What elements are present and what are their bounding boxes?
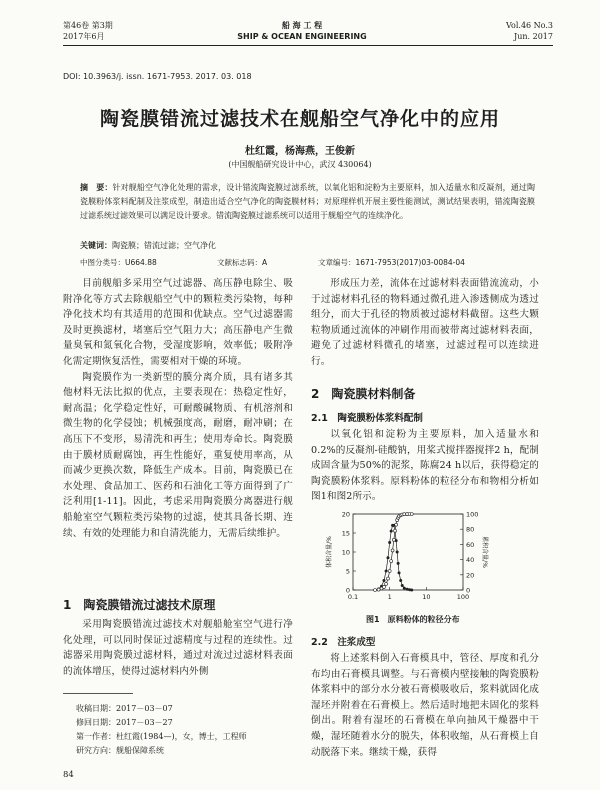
y-right-tick-label: 20 <box>466 571 475 580</box>
y-left-axis-label: 体积含量/% <box>326 536 333 568</box>
series-volume-point <box>386 556 389 559</box>
research-field: 研究方向：舰船保障系统 <box>76 746 164 755</box>
plot-frame <box>353 514 463 590</box>
y-left-tick-label: 10 <box>341 548 350 557</box>
series-cumulative-point <box>392 538 395 541</box>
series-cumulative-point <box>391 549 394 552</box>
header-left <box>63 20 113 42</box>
publish-date: 2017年6月 <box>63 32 105 41</box>
y-right-axis-label: 累积含量/% <box>481 536 488 568</box>
section-1-paragraph: 采用陶瓷膜错流过滤技术对舰船舱室空气进行净化处理，可以同时保证过滤精度与过程的连续性。过滤器采用陶瓷膜过滤材料，通过对流过过滤材料表面的流体增压，使得过滤材料内外侧 <box>63 619 293 677</box>
series-volume-point <box>390 530 393 533</box>
series-cumulative-point <box>410 513 413 516</box>
right-column-top <box>311 276 539 370</box>
slurry-paragraph: 以氧化铝和淀粉为主要原料，加入适量水和0.2%的反凝剂-硅酸钠，用桨式搅拌器搅拌2 h，配制成固含量为50%的泥浆，陈腐24 h以后，获得稳定的陶瓷膜粉体浆料。原料粉体的粒径分布和物相分析如图1和图2所示。 <box>311 429 539 503</box>
subsection-2-1-heading: 2.1 陶瓷膜粉体浆料配制 <box>311 413 423 424</box>
x-tick-label: 100 <box>456 593 470 601</box>
authors: 杜红霞，杨海燕，王俊新 <box>245 146 355 157</box>
section-1-body <box>63 617 293 679</box>
keywords-label: 关键词： <box>80 241 112 250</box>
series-cumulative-point <box>385 582 388 585</box>
series-cumulative-point <box>395 523 398 526</box>
y-right-tick-label: 40 <box>466 556 475 565</box>
abstract-text: 针对舰船空气净化处理的需求，设计错流陶瓷膜过滤系统，以氧化铝和淀粉为主要原料，加入适量水和反凝剂，通过陶瓷膜粉体浆料配制及注浆成型，制造出适合空气净化的陶瓷膜材料；对原理样机开展主要性能测试，测试结果表明，错流陶瓷膜过滤系统过滤效果可以满足设计要求。错流陶瓷膜过滤系统可以适用于舰船空气的连续净化。 <box>80 183 536 220</box>
header-right <box>506 20 553 42</box>
doi: DOI: 10.3963/j. issn. 1671-7953. 2017. 03. 018 <box>63 72 252 81</box>
series-volume-point <box>385 570 388 573</box>
series-volume-point <box>396 551 399 554</box>
intro-paragraph-1: 目前舰船多采用空气过滤器、高压静电除尘、吸附净化等方式去除舰船空气中的颗粒类污染物，每种净化技术均有其适用的范围和优缺点。空气过滤器需及时更换滤材，堵塞后空气阻力大；高压静电产生微量臭氧和氮氧化合物，受湿度影响，效率低；吸附净化需定期恢复活性，需要相对干燥的环境。 <box>63 278 293 367</box>
casting-paragraph: 将上述浆料倒入石膏模具中，管径、厚度和孔分布均由石膏模具调整。与石膏模内壁接触的陶瓷膜粉体浆料中的部分水分被石膏模吸收后，浆料就固化成湿坯并附着在石膏模上。然后适时地把未固化的浆料倒出。附着有湿坯的石膏模在单向抽风干燥器中干燥，湿坯随着水分的脱失，体积收缩，从石膏模上自动脱落下来。继续干燥，获得 <box>311 653 539 758</box>
page-number: 84 <box>63 770 74 780</box>
series-cumulative-point <box>394 529 397 532</box>
x-tick-label: 0.1 <box>347 593 359 601</box>
series-cumulative-point <box>377 588 380 591</box>
header-rule <box>63 45 553 46</box>
left-column <box>63 276 293 541</box>
section-2-heading: 2 陶瓷膜材料制备 <box>311 387 416 401</box>
x-tick-label: 1 <box>387 593 392 601</box>
series-volume-point <box>388 541 391 544</box>
y-right-tick-label: 0 <box>466 586 471 595</box>
intro-paragraph-2: 陶瓷膜作为一类新型的膜分离介质，具有诸多其他材料无法比拟的优点，主要表现在：热稳定性好，耐高温；化学稳定性好，可耐酸碱物质、有机溶剂和微生物的化学侵蚀；机械强度高，耐磨，耐冲刷；在高压下不变形，易清洗和再生；使用寿命长。陶瓷膜由于膜材质耐腐蚀，再生性能好，重复使用率高，从而减少更换次数，降低生产成本。目前，陶瓷膜已在水处理、食品加工、医药和石油化工等方面得到了广泛利用[1-11]。因此，考虑采用陶瓷膜分离器进行舰船舱室空气颗粒类污染物的过滤，使其具备长期、连续、有效的处理能力和自清洗能力，无需后续维护。 <box>63 371 293 539</box>
particle-size-chart <box>323 508 498 610</box>
series-volume-line <box>375 525 412 590</box>
subsection-2-1-body <box>311 427 539 505</box>
series-volume-point <box>399 579 402 582</box>
revised-date: 修回日期：2017－03－27 <box>76 718 173 727</box>
x-tick-label: 10 <box>422 593 431 601</box>
series-cumulative-point <box>386 577 389 580</box>
series-cumulative-point <box>382 585 385 588</box>
series-cumulative-point <box>374 589 377 592</box>
abstract-label: 摘 要： <box>80 183 113 192</box>
clc-number: 中图分类号：U664.88 <box>80 258 157 267</box>
subsection-2-2-heading: 2.2 注浆成型 <box>311 637 376 648</box>
y-right-tick-label: 100 <box>466 510 479 519</box>
footnotes <box>76 702 247 758</box>
received-date: 收稿日期：2017－03－07 <box>76 704 173 713</box>
header-center <box>222 20 382 42</box>
volume-issue-en: Vol.46 No.3 <box>506 21 553 30</box>
affiliation: (中国舰船研究设计中心，武汉 430064) <box>228 160 372 169</box>
series-volume-point <box>403 587 406 590</box>
figure-1-caption: 图1 原料粉体的粒径分布 <box>366 615 460 624</box>
series-volume-point <box>410 589 413 592</box>
series-cumulative-point <box>390 560 393 563</box>
publish-date-en: Jun. 2017 <box>514 32 553 41</box>
y-left-tick-label: 15 <box>341 529 350 538</box>
volume-issue: 第46卷 第3期 <box>63 21 113 30</box>
keywords <box>80 239 535 253</box>
abstract <box>80 181 535 223</box>
y-right-tick-label: 60 <box>466 540 475 549</box>
series-volume-point <box>382 579 385 582</box>
series-volume-point <box>397 562 400 565</box>
page-title: 陶瓷膜错流过滤技术在舰船空气净化中的应用 <box>99 108 500 130</box>
y-right-tick-label: 80 <box>466 525 475 534</box>
subsection-2-2-body <box>311 651 539 760</box>
document-code: 文献标志码：A <box>217 258 268 267</box>
series-volume-point <box>398 571 401 574</box>
article-number: 文章编号：1671-7953(2017)03-0084-04 <box>318 258 465 267</box>
series-volume-point <box>401 584 404 587</box>
journal-name-cn: 船 海 工 程 <box>281 21 323 30</box>
journal-name-en: SHIP & OCEAN ENGINEERING <box>237 32 367 41</box>
principle-paragraph: 形成压力差，流体在过滤材料表面错流流动，小于过滤材料孔径的物料通过微孔进入渗透侧成为透过组分，而大于孔径的物质被过滤材料截留。这些大颗粒物质通过流体的冲刷作用而被带离过滤材料表面，避免了过滤材料微孔的堵塞，过滤过程可以连续进行。 <box>311 278 539 367</box>
keywords-text: 陶瓷膜；错流过滤；空气净化 <box>112 241 216 250</box>
section-1-heading: 1 陶瓷膜错流过滤技术原理 <box>63 598 216 612</box>
y-left-tick-label: 0 <box>345 586 350 595</box>
series-cumulative-point <box>388 570 391 573</box>
first-author: 第一作者：杜红霞(1984—)，女，博士，工程师 <box>76 732 247 741</box>
footnote-rule <box>63 693 133 694</box>
series-cumulative-point <box>403 513 406 516</box>
y-left-tick-label: 20 <box>341 510 350 519</box>
y-left-tick-label: 5 <box>345 567 350 576</box>
